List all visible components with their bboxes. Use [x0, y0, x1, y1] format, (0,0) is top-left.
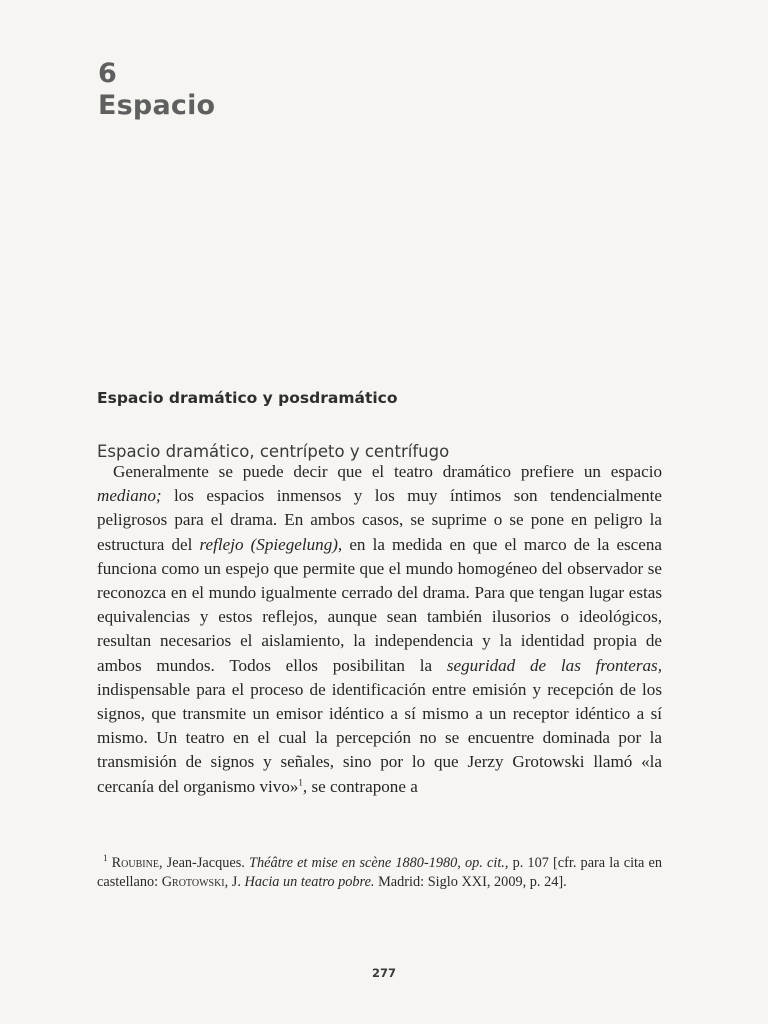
chapter-title: Espacio: [98, 90, 216, 121]
paragraph-text: los espacios inmensos y los muy íntimos son tendencialmente peligrosos para el drama. En ambos casos, se suprime o se pone en peligro la estructura del: [97, 486, 662, 554]
subsection-heading: Espacio dramático, centrípeto y centrífugo: [97, 442, 450, 461]
footnote: [97, 854, 662, 892]
footnote-reference: 1: [298, 776, 303, 787]
chapter-number: 6: [98, 58, 117, 89]
footnote-text: , Jean-Jacques.: [158, 855, 249, 871]
footnote-author: Roubine: [111, 855, 159, 871]
footnote-author: Grotowski: [161, 874, 225, 890]
body-paragraph: [97, 460, 662, 799]
paragraph-text: en la medida en que el marco de la escena funciona como un espejo que permite que el mundo homogéneo del observador se reconozca en el mundo igualmente cerrado del drama. Para que tengan lugar estas equivalencias y estos reflejos, aunque sean también ilusorios o ideológicos, resultan necesarios el aislamiento, la independencia y la identidad propia de ambos mundos. Todos ellos posibilitan la: [97, 534, 662, 675]
footnote-title: Théâtre et mise en scène 1880-1980, op. cit.,: [249, 855, 509, 871]
section-heading: Espacio dramático y posdramático: [97, 389, 398, 407]
footnote-mark: 1: [103, 853, 108, 864]
paragraph-text: Generalmente se puede decir que el teatro dramático prefiere un espacio: [113, 462, 662, 481]
footnote-title: Hacia un teatro pobre.: [244, 874, 375, 890]
paragraph-text: indispensable para el proceso de identificación entre emisión y recepción de los signos, que transmite un emisor idéntico a sí mismo a un receptor idéntico a sí mismo. Un teatro en el cual la percepción no se encuentre dominada por la transmisión de signos y señales, sino por lo que Jerzy Grotowski llamó «la cercanía del organismo vivo»: [97, 679, 662, 796]
page-number: 277: [371, 966, 396, 980]
paragraph-emphasis: mediano;: [97, 486, 162, 506]
paragraph-emphasis: seguridad de las fronteras,: [446, 655, 662, 675]
footnote-text: Madrid: Siglo XXI, 2009, p. 24].: [374, 874, 567, 890]
paragraph-emphasis: reflejo (Spiegelung),: [199, 534, 343, 554]
footnote-text: p. 107 [cfr. para la cita en castellano:: [97, 855, 662, 890]
footnote-text: , J.: [224, 874, 245, 890]
paragraph-text: , se contrapone a: [302, 776, 418, 796]
